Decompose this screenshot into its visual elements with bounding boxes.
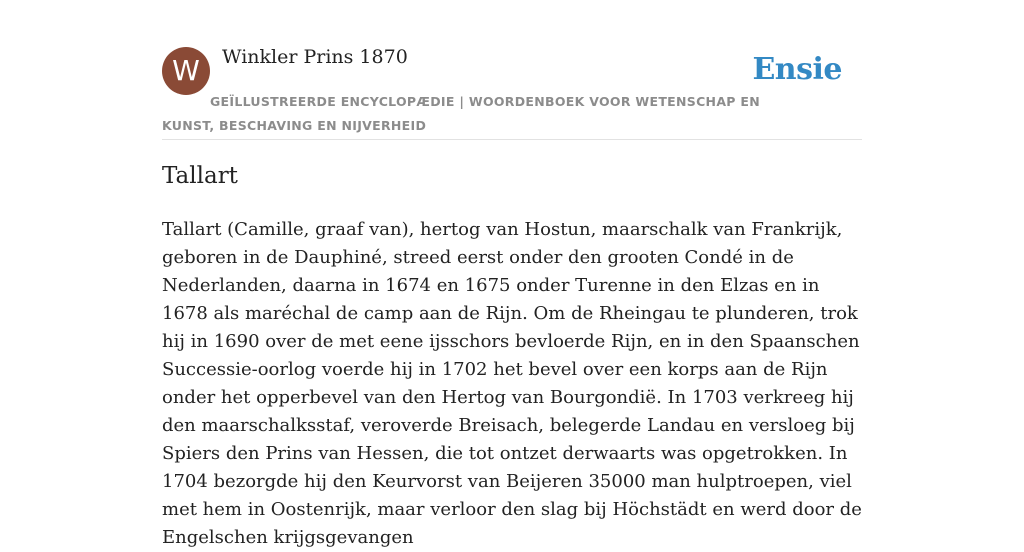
- entry-title: Tallart: [162, 163, 238, 189]
- source-title-link[interactable]: Winkler Prins 1870: [222, 46, 408, 68]
- source-avatar[interactable]: W: [162, 47, 210, 95]
- entry-body: Tallart (Camille, graaf van), hertog van Hostun, maarschalk van Frankrijk, geboren in de Dauphiné, streed eerst onder den grooten Condé in de Nederlanden, daarna in 1674 en 1675 onder Turenne in den Elzas en in 1678 als maréchal de camp aan de Rijn. Om de Rheingau te plunderen, trok hij in 1690 over de met eene ijsschors bevloerde Rijn, en in den Spaanschen Successie-oorlog voerde hij in 1702 het bevel over een korps aan de Rijn onder het opperbevel van den Hertog van Bourgondië. In 1703 verkreeg hij den maarschalksstaf, veroverde Breisach, belegerde Landau en versloeg bij Spiers den Prins van Hessen, die tot ontzet derwaarts was opgetrokken. In 1704 bezorgde hij den Keurvorst van Beijeren 35000 man hulptroepen, viel met hem in Oostenrijk, maar verloor den slag bij Höchstädt en werd door de Engelschen krijgsgevangen: [162, 219, 862, 548]
- header-divider: [162, 139, 862, 140]
- source-subtitle: GEÏLLUSTREERDE ENCYCLOPÆDIE | WOORDENBOEK VOOR WETENSCHAP EN KUNST, BESCHAVING EN NIJVERHEID: [162, 94, 760, 133]
- ensie-logo[interactable]: Ensie: [752, 52, 842, 87]
